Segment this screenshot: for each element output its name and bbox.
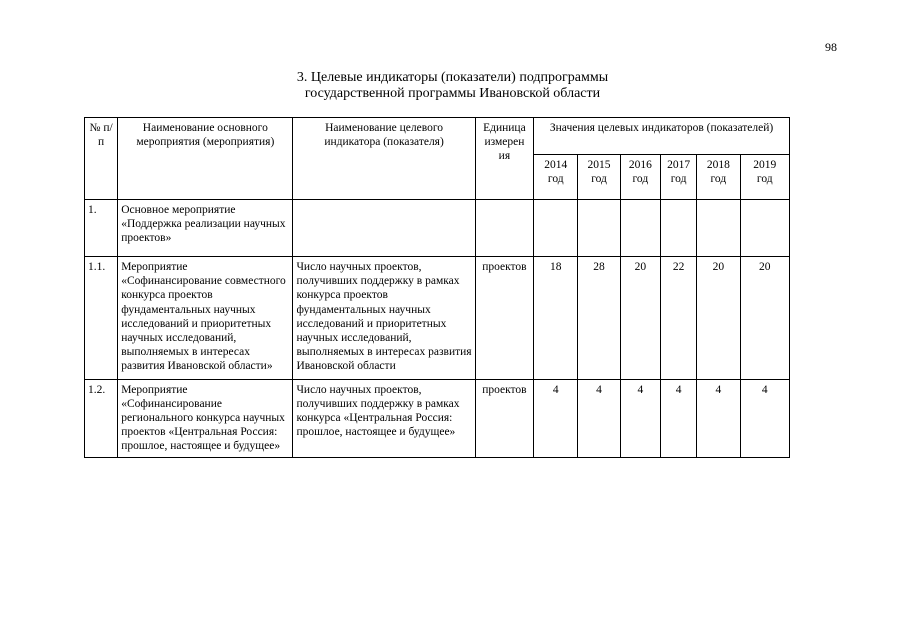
row-event: Мероприятие «Софинансирование регионального конкурса научных проектов «Центральная Россия: прошлое, настоящее и будущее»	[118, 379, 293, 457]
row-indicator: Число научных проектов, получивших поддержку в рамках конкурса проектов фундаментальных научных исследований и приоритетных научных исследований, выполняемых в интересах развития Ивановской области	[293, 257, 475, 380]
row-event: Основное мероприятие «Поддержка реализации научных проектов»	[118, 200, 293, 257]
row-value-2016: 4	[620, 379, 660, 457]
row-value-2017	[660, 200, 696, 257]
row-num: 1.	[85, 200, 118, 257]
header-row-1	[85, 118, 790, 155]
table-row	[85, 257, 790, 380]
row-unit: проектов	[475, 379, 533, 457]
title-line-2: государственной программы Ивановской области	[304, 86, 601, 101]
row-unit	[475, 200, 533, 257]
header-year-2016: 2016 год	[620, 155, 660, 200]
header-year-2014: 2014 год	[534, 155, 578, 200]
row-value-2014	[534, 200, 578, 257]
table-row	[85, 379, 790, 457]
row-value-2019	[740, 200, 790, 257]
row-value-2018: 20	[697, 257, 740, 380]
row-num: 1.2.	[85, 379, 118, 457]
header-year-2017: 2017 год	[660, 155, 696, 200]
row-num: 1.1.	[85, 257, 118, 380]
header-year-2018: 2018 год	[697, 155, 740, 200]
header-values-group: Значения целевых индикаторов (показателей)	[534, 118, 790, 155]
row-value-2016	[620, 200, 660, 257]
row-value-2016: 20	[620, 257, 660, 380]
row-indicator	[293, 200, 475, 257]
row-value-2018: 4	[697, 379, 740, 457]
row-value-2017: 4	[660, 379, 696, 457]
row-unit: проектов	[475, 257, 533, 380]
row-value-2014: 18	[534, 257, 578, 380]
row-value-2018	[697, 200, 740, 257]
page-number: 98	[825, 40, 837, 54]
header-num: № п/п	[85, 118, 118, 200]
row-value-2019: 20	[740, 257, 790, 380]
row-value-2015: 4	[578, 379, 620, 457]
row-value-2015	[578, 200, 620, 257]
indicators-table	[84, 117, 790, 458]
row-value-2019: 4	[740, 379, 790, 457]
row-indicator: Число научных проектов, получивших поддержку в рамках конкурса «Центральная Россия: прошлое, настоящее и будущее»	[293, 379, 475, 457]
table-row	[85, 200, 790, 257]
row-value-2014: 4	[534, 379, 578, 457]
header-unit: Единица измерен ия	[475, 118, 533, 200]
header-year-2019: 2019 год	[740, 155, 790, 200]
header-indicator: Наименование целевого индикатора (показателя)	[293, 118, 475, 200]
title-line-1: 3. Целевые индикаторы (показатели) подпрограммы	[296, 70, 609, 85]
row-value-2017: 22	[660, 257, 696, 380]
header-event: Наименование основного мероприятия (мероприятия)	[118, 118, 293, 200]
row-value-2015: 28	[578, 257, 620, 380]
page-title	[0, 70, 905, 102]
header-year-2015: 2015 год	[578, 155, 620, 200]
row-event: Мероприятие «Софинансирование совместного конкурса проектов фундаментальных научных исследований и приоритетных научных исследований, выполняемых в интересах развития Ивановской области»	[118, 257, 293, 380]
